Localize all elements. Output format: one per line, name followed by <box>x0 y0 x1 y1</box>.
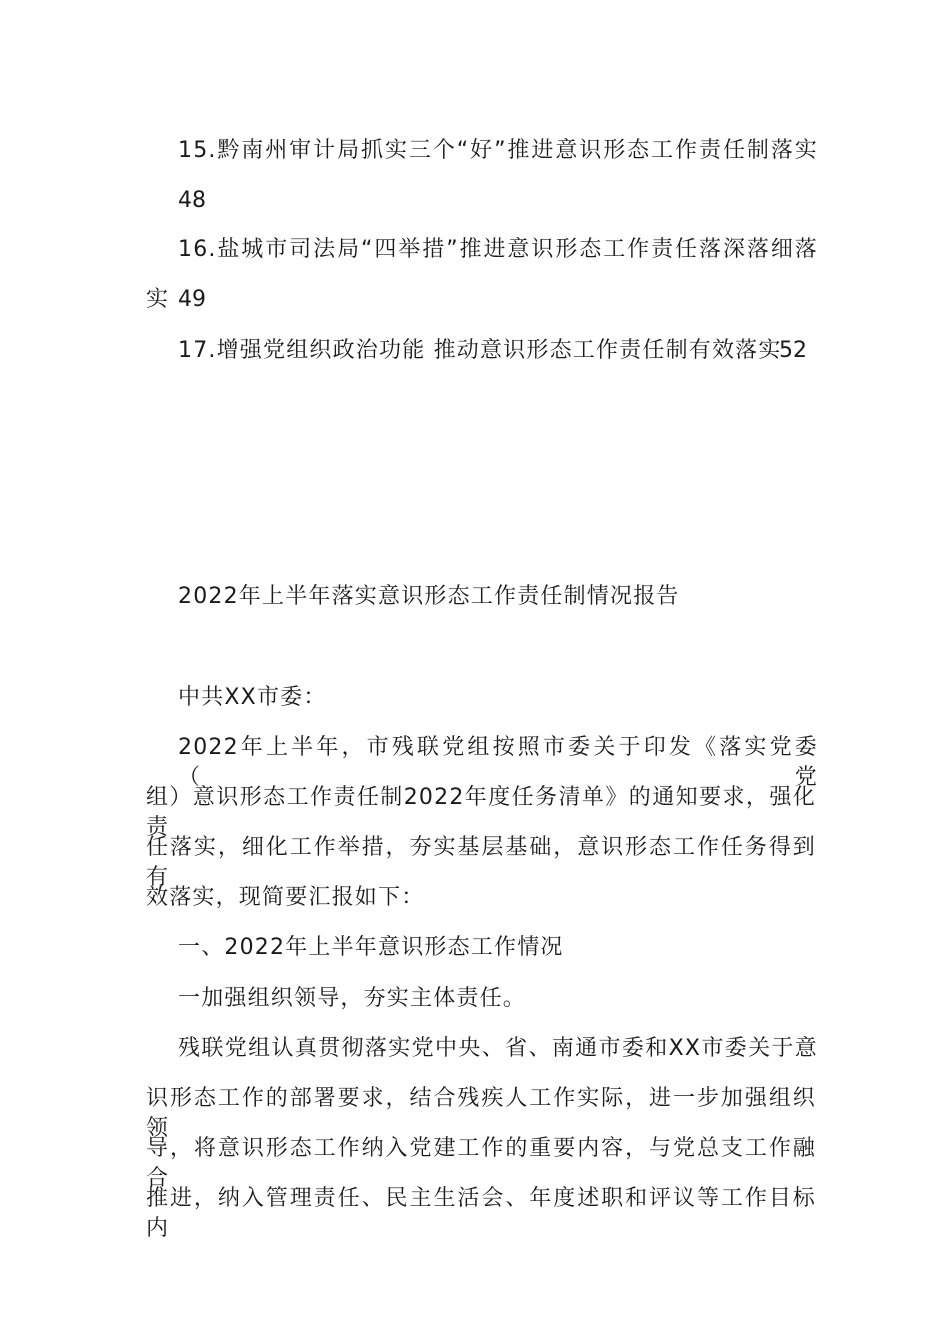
para2-line3: 导，将意识形态工作纳入党建工作的重要内容，与党总支工作融合 <box>146 1136 816 1191</box>
toc-item-16-title-cont[interactable]: 实 <box>146 287 170 312</box>
toc-item-15-page: 48 <box>178 188 206 213</box>
report-title: 2022年上半年落实意识形态工作责任制情况报告 <box>178 584 680 609</box>
toc-item-17-page: 52 <box>779 338 807 363</box>
section-heading-1: 一、2022年上半年意识形态工作情况 <box>178 935 564 960</box>
para2-line1: 残联党组认真贯彻落实党中央、省、南通市委和XX市委关于意 <box>178 1036 818 1061</box>
para1-line4: 效落实，现简要汇报如下： <box>146 885 425 910</box>
subheading-1: 一加强组织领导，夯实主体责任。 <box>178 986 527 1011</box>
para1-line3: 任落实，细化工作举措，夯实基层基础，意识形态工作任务得到有 <box>146 835 816 890</box>
para1-line2: 组）意识形态工作责任制2022年度任务清单》的通知要求，强化责 <box>146 785 816 840</box>
toc-item-15-title[interactable]: 15.黔南州审计局抓实三个“好”推进意识形态工作责任制落实 <box>178 138 818 163</box>
para2-line2: 识形态工作的部署要求，结合残疾人工作实际，进一步加强组织领 <box>146 1086 816 1141</box>
toc-item-17-title[interactable]: 17.增强党组织政治功能 推动意识形态工作责任制有效落实 <box>178 338 782 363</box>
para2-line4: 推进，纳入管理责任、民主生活会、年度述职和评议等工作目标内 <box>146 1186 816 1241</box>
salutation: 中共XX市委： <box>178 685 327 710</box>
para1-line1: 2022年上半年，市残联党组按照市委关于印发《落实党委（党 <box>178 735 818 790</box>
toc-item-16-page: 49 <box>178 287 206 312</box>
toc-item-16-title[interactable]: 16.盐城市司法局“四举措”推进意识形态工作责任落深落细落 <box>178 237 818 262</box>
